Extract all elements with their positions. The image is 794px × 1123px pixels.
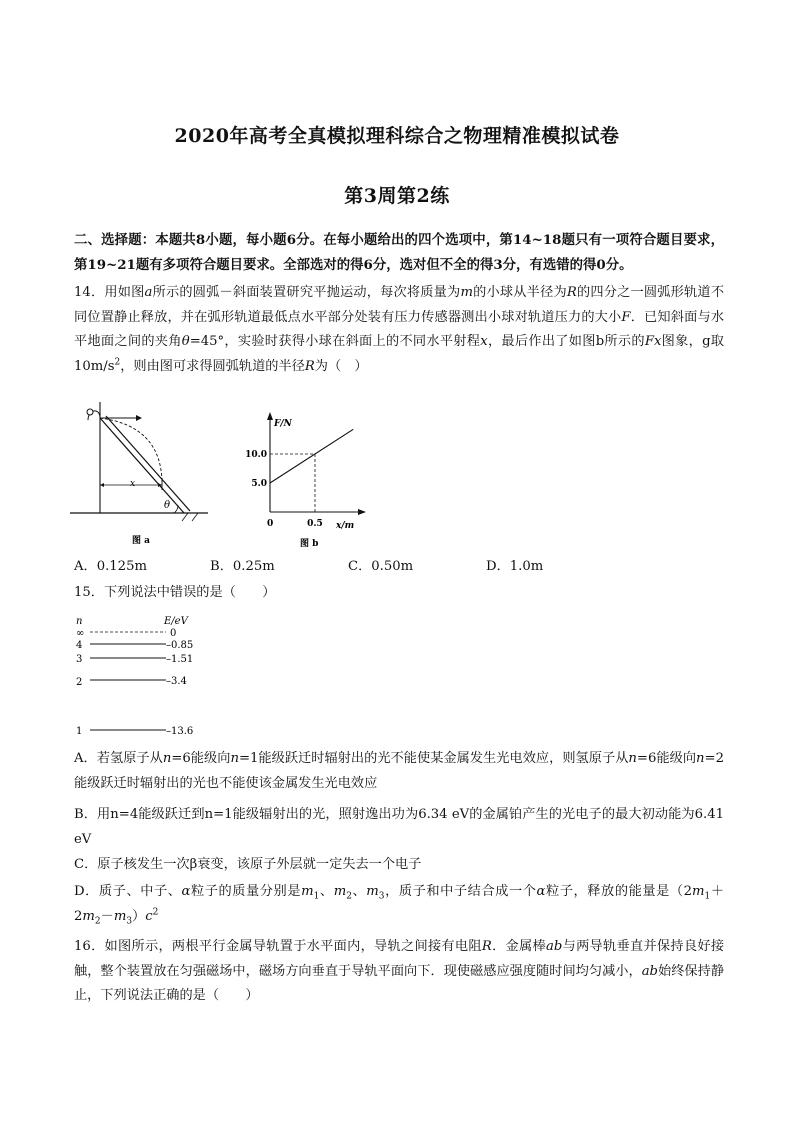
launch-arrowhead — [136, 415, 142, 421]
x-axis-arrowhead — [358, 509, 366, 515]
y-axis-label: F/N — [274, 419, 292, 429]
energy-header: E/eV — [164, 616, 188, 627]
question-15-option-a[interactable]: A．若氢原子从n=6能级向n=1能级跃迁时辐射出的光不能使某金属发生光电效应，则氢原子从n=6能级向n=2能级跃迁时辐射出的光也不能使该金属发生光电效应 — [74, 751, 724, 791]
question-14-option-b[interactable]: B．0.25m — [210, 559, 275, 574]
level-e-1: –13.6 — [166, 726, 194, 737]
question-16-stem: 16．如图所示，两根平行金属导轨置于水平面内，导轨之间接有电阻R．金属棒ab与两导轨垂直并保持良好接触，整个装置放在匀强磁场中，磁场方向垂直于导轨平面向下．现使磁感应强度随时间均匀减小，ab始终保持静止，下列说法正确的是（ ） — [74, 939, 725, 1003]
level-e-3: –1.51 — [166, 654, 194, 665]
figure-a-projectile-apparatus — [66, 398, 216, 550]
range-arrowhead-left — [100, 483, 104, 487]
question-15-option-d[interactable]: D．质子、中子、α粒子的质量分别是$m_1$、$m_2$、$m_3$，质子和中子结合成一个α粒子，释放的能量是$(2m_1+2m_2-m_3)c^2$ — [74, 884, 725, 927]
ground-hatch-1 — [182, 513, 188, 521]
x-axis-label: x/m — [336, 521, 355, 531]
y-tick-label-high: 10.0 — [245, 450, 267, 460]
exam-title: 2020年高考全真模拟理科综合之物理精准模拟试卷 — [174, 125, 620, 147]
level-n-3: 3 — [76, 654, 83, 665]
origin-label: 0 — [267, 519, 274, 529]
question-14-option-d[interactable]: D．1.0m — [486, 559, 544, 574]
level-n-infinity: ∞ — [76, 628, 85, 639]
incline-edge-2 — [106, 416, 190, 511]
level-n-4: 4 — [76, 640, 83, 651]
level-e-4: –0.85 — [166, 640, 194, 651]
level-n-2: 2 — [76, 677, 83, 688]
range-x-label: x — [130, 479, 136, 489]
section-intro: 二、选择题：本题共8小题，每小题6分。在每小题给出的四个选项中，第14~18题只有一项符合题目要求，第19~21题有多项符合题目要求。全部选对的得6分，选对但不全的得3分，有选错的得0分。 — [74, 232, 724, 273]
level-e-2: –3.4 — [166, 676, 187, 687]
incline-edge — [100, 418, 184, 513]
x-tick-label: 0.5 — [307, 519, 323, 529]
ground-hatch-2 — [192, 513, 198, 521]
hydrogen-energy-level-diagram — [68, 612, 228, 738]
question-14-option-a[interactable]: A．0.125m — [74, 559, 147, 574]
ball — [87, 409, 93, 415]
question-14-stem: 14．用如图a所示的圆弧－斜面装置研究平抛运动，每次将质量为m的小球从半径为R的四分之一圆弧形轨道不同位置静止释放，并在弧形轨道最低点水平部分处装有压力传感器测出小球对轨道压力的大小F．已知斜面与水平地面之间的夹角θ=45°，实验时获得小球在斜面上的不同水平射程x，最后作出了如图b所示的Fx图象，g取$10m/s^2$，则由图可求得圆弧轨道的半径R为（ ） — [74, 285, 725, 374]
n-header: n — [76, 616, 83, 627]
theta-label: θ — [164, 500, 171, 511]
question-14-option-c[interactable]: C．0.50m — [348, 559, 414, 574]
exam-subtitle: 第3周第2练 — [344, 185, 450, 207]
figure-b-caption: 图 b — [300, 539, 319, 549]
y-tick-label-low: 5.0 — [251, 479, 267, 489]
question-15-stem: 15．下列说法中错误的是（ ） — [74, 585, 276, 600]
question-15-option-b[interactable]: B．用n=4能级跃迁到n=1能级辐射出的光，照射逸出功为6.34 eV的金属铂产生的光电子的最大初动能为6.41 eV — [74, 807, 724, 847]
y-axis-arrowhead — [267, 412, 273, 420]
level-e-infinity: 0 — [170, 628, 177, 639]
level-n-1: 1 — [76, 726, 83, 737]
question-15-option-c[interactable]: C．原子核发生一次β衰变，该原子外层就一定失去一个电子 — [74, 857, 422, 872]
figure-a-caption: 图 a — [132, 536, 150, 546]
figure-b-force-distance-graph — [240, 408, 370, 550]
data-line — [270, 429, 353, 483]
